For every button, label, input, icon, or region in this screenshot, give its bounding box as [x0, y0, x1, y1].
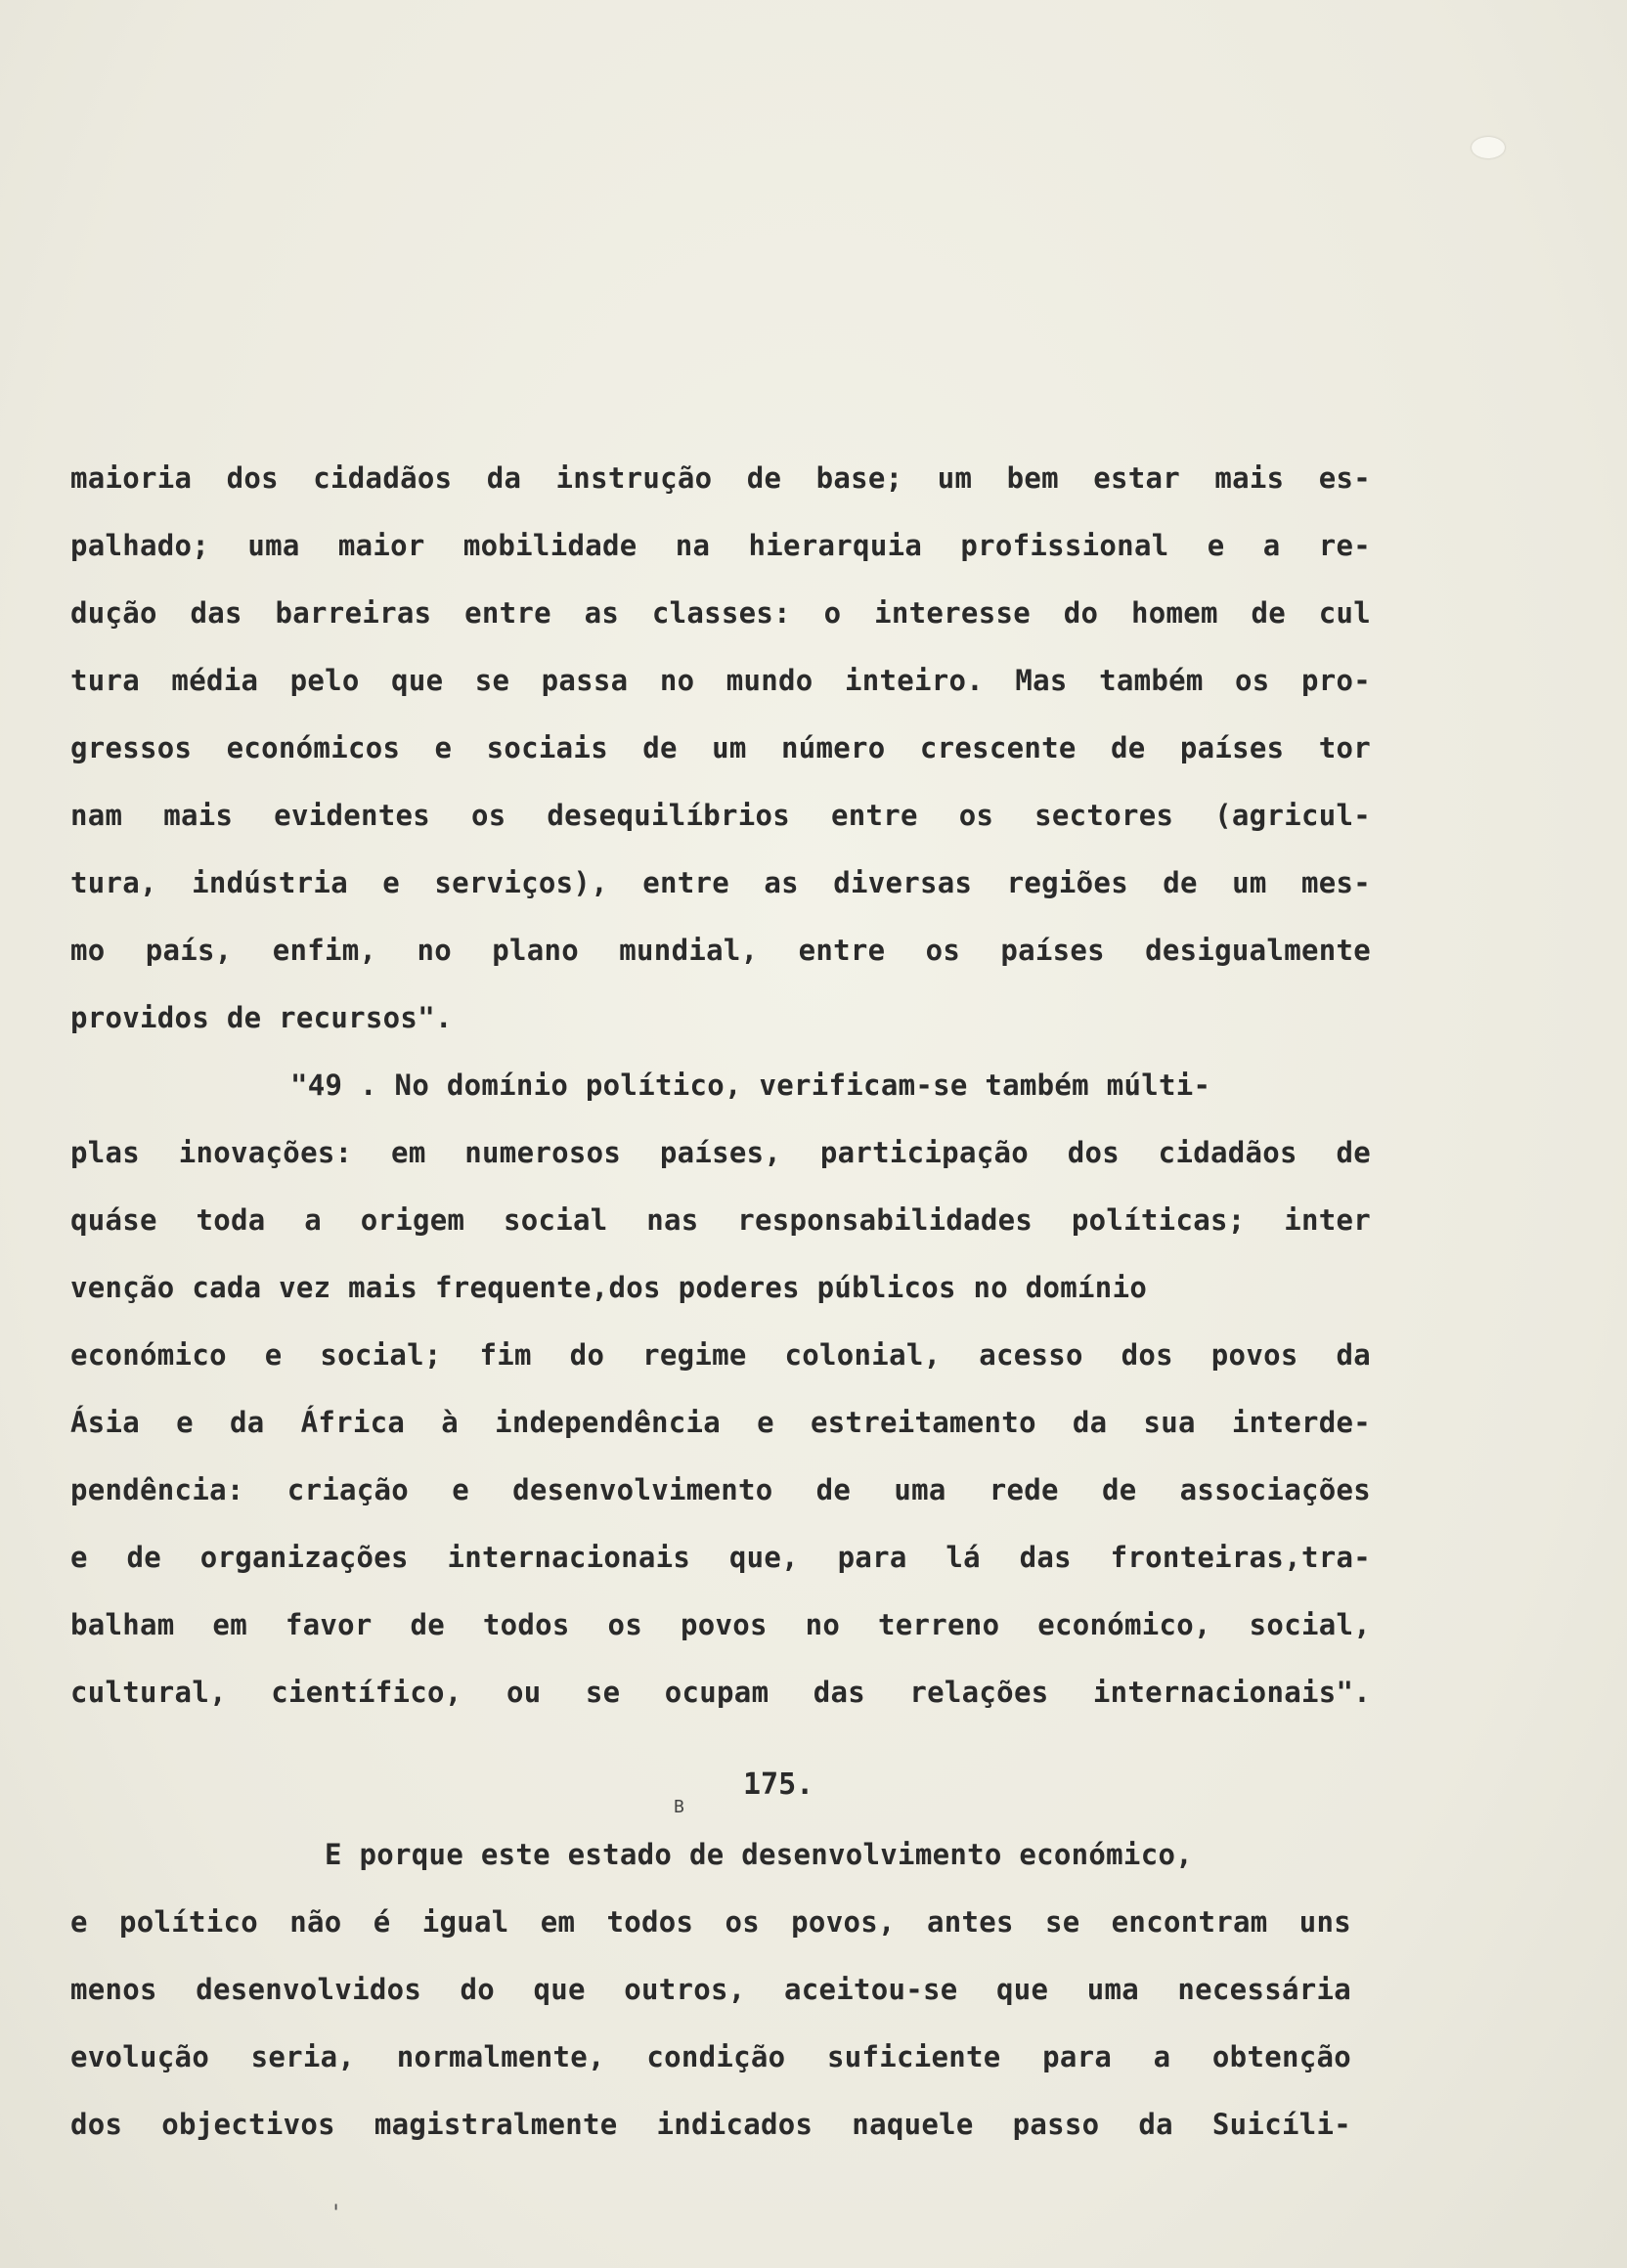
- text-line: tura média pelo que se passa no mundo inteiro. Mas também os pro-: [70, 664, 1371, 697]
- text-line: Ásia e da África à independência e estreitamento da sua interde-: [70, 1406, 1371, 1439]
- text-line: E porque este estado de desenvolvimento económico,: [325, 1838, 1193, 1871]
- text-line: e de organizações internacionais que, para lá das fronteiras,tra-: [70, 1541, 1371, 1574]
- text-line: tura, indústria e serviços), entre as diversas regiões de um mes-: [70, 866, 1371, 899]
- text-line: palhado; uma maior mobilidade na hierarquia profissional e a re-: [70, 529, 1371, 562]
- stray-mark: ': [330, 2202, 343, 2226]
- text-line: balham em favor de todos os povos no terreno económico, social,: [70, 1608, 1371, 1641]
- text-line: nam mais evidentes os desequilíbrios entre os sectores (agricul-: [70, 799, 1371, 832]
- text-line: económico e social; fim do regime colonial, acesso dos povos da: [70, 1338, 1371, 1372]
- text-line: e político não é igual em todos os povos, antes se encontram uns: [70, 1905, 1351, 1939]
- text-line: venção cada vez mais frequente,dos poderes públicos no domínio: [70, 1271, 1148, 1304]
- text-line: pendência: criação e desenvolvimento de uma rede de associações: [70, 1473, 1371, 1506]
- text-line: providos de recursos".: [70, 1001, 453, 1034]
- text-line: plas inovações: em numerosos países, participação dos cidadãos de: [70, 1136, 1371, 1169]
- text-line: dução das barreiras entre as classes: o interesse do homem de cul: [70, 596, 1371, 630]
- page-number: 175.: [743, 1767, 814, 1802]
- margin-note: B: [674, 1797, 684, 1817]
- text-line: cultural, científico, ou se ocupam das relações internacionais".: [70, 1676, 1371, 1709]
- body-text-block-1: [70, 445, 1371, 1726]
- text-line: dos objectivos magistralmente indicados naquele passo da Suicíli-: [70, 2108, 1351, 2141]
- paper-staple-mark: [1472, 137, 1505, 158]
- text-line: evolução seria, normalmente, condição suficiente para a obtenção: [70, 2040, 1351, 2073]
- text-line: mo país, enfim, no plano mundial, entre os países desigualmente: [70, 934, 1371, 967]
- text-line: menos desenvolvidos do que outros, aceitou-se que uma necessária: [70, 1973, 1351, 2006]
- body-text-block-2: [70, 1821, 1351, 2159]
- text-line: quáse toda a origem social nas responsabilidades políticas; inter: [70, 1203, 1371, 1237]
- text-line: "49 . No domínio político, verificam-se também múlti-: [290, 1069, 1211, 1102]
- text-line: maioria dos cidadãos da instrução de base; um bem estar mais es-: [70, 461, 1371, 495]
- text-line: gressos económicos e sociais de um número crescente de países tor: [70, 731, 1371, 764]
